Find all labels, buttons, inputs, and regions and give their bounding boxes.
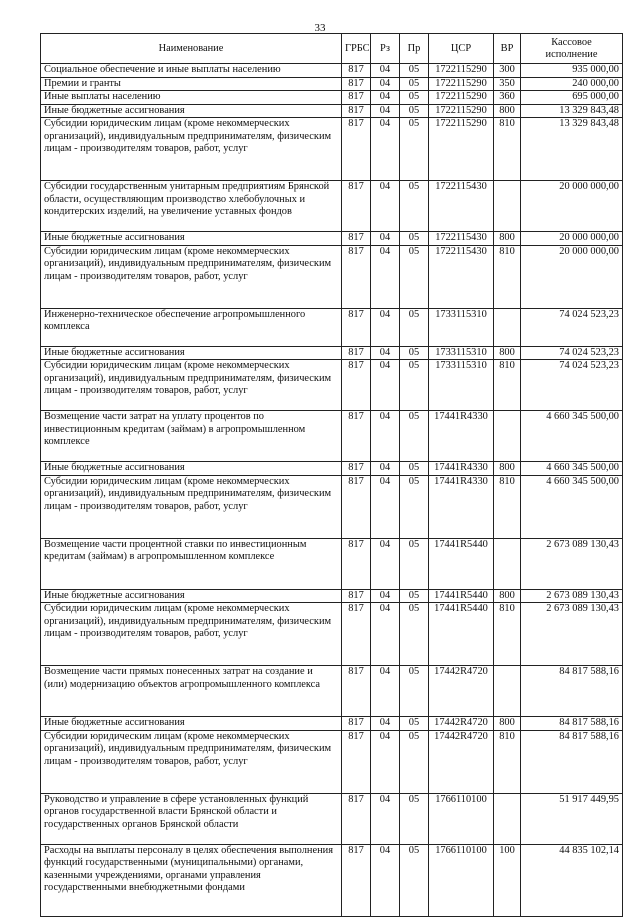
cell-pr: 05 (400, 730, 429, 793)
cell-pr: 05 (400, 411, 429, 462)
cell-csr: 17441R4330 (429, 475, 494, 538)
cell-csr: 17441R4330 (429, 411, 494, 462)
cell-csr: 1722115290 (429, 91, 494, 105)
col-header-amount: Кассовое исполнение (521, 34, 623, 64)
cell-rz: 04 (371, 717, 400, 731)
cell-grbs: 817 (342, 538, 371, 589)
cell-vr: 800 (494, 104, 521, 118)
cell-csr: 1722115430 (429, 181, 494, 232)
cell-amount: 4 660 345 500,00 (521, 475, 623, 538)
table-row (41, 360, 623, 411)
cell-csr: 1766110100 (429, 793, 494, 844)
cell-csr: 1733115310 (429, 346, 494, 360)
cell-vr (494, 411, 521, 462)
cell-vr: 300 (494, 64, 521, 78)
table-row (41, 666, 623, 717)
cell-grbs: 817 (342, 245, 371, 308)
cell-vr: 800 (494, 346, 521, 360)
cell-pr: 05 (400, 666, 429, 717)
cell-amount: 2 673 089 130,43 (521, 603, 623, 666)
cell-grbs: 817 (342, 793, 371, 844)
cell-grbs: 817 (342, 411, 371, 462)
table-row (41, 308, 623, 346)
cell-amount: 13 329 843,48 (521, 104, 623, 118)
cell-pr: 05 (400, 118, 429, 181)
cell-pr: 05 (400, 232, 429, 246)
cell-name: Субсидии юридическим лицам (кроме некоммерческих организаций), индивидуальным предпринимателям, физическим лицам - производителям товаров, работ, услуг (41, 475, 342, 538)
cell-grbs: 817 (342, 603, 371, 666)
cell-grbs: 817 (342, 844, 371, 916)
table-row (41, 411, 623, 462)
cell-csr: 1722115290 (429, 118, 494, 181)
cell-name: Иные бюджетные ассигнования (41, 462, 342, 476)
table-row (41, 730, 623, 793)
cell-rz: 04 (371, 411, 400, 462)
budget-table (40, 33, 623, 917)
cell-amount: 2 673 089 130,43 (521, 538, 623, 589)
cell-csr: 1766110100 (429, 844, 494, 916)
cell-amount: 20 000 000,00 (521, 181, 623, 232)
cell-name: Возмещение части процентной ставки по инвестиционным кредитам (займам) в агропромышленном комплексе (41, 538, 342, 589)
cell-grbs: 817 (342, 118, 371, 181)
cell-vr: 810 (494, 475, 521, 538)
cell-grbs: 817 (342, 589, 371, 603)
cell-rz: 04 (371, 360, 400, 411)
cell-pr: 05 (400, 91, 429, 105)
cell-pr: 05 (400, 346, 429, 360)
cell-grbs: 817 (342, 232, 371, 246)
cell-vr: 100 (494, 844, 521, 916)
cell-rz: 04 (371, 666, 400, 717)
cell-amount: 20 000 000,00 (521, 232, 623, 246)
cell-vr: 800 (494, 717, 521, 731)
cell-grbs: 817 (342, 308, 371, 346)
table-row (41, 104, 623, 118)
cell-vr (494, 793, 521, 844)
cell-rz: 04 (371, 603, 400, 666)
cell-csr: 17441R5440 (429, 589, 494, 603)
cell-grbs: 817 (342, 475, 371, 538)
cell-grbs: 817 (342, 91, 371, 105)
cell-amount: 2 673 089 130,43 (521, 589, 623, 603)
cell-rz: 04 (371, 308, 400, 346)
table-row (41, 717, 623, 731)
cell-rz: 04 (371, 589, 400, 603)
cell-rz: 04 (371, 346, 400, 360)
cell-vr (494, 666, 521, 717)
table-row (41, 462, 623, 476)
cell-name: Руководство и управление в сфере установленных функций органов государственной власти Брянской области и государственных органов Брянской области (41, 793, 342, 844)
cell-vr: 810 (494, 360, 521, 411)
cell-grbs: 817 (342, 462, 371, 476)
cell-rz: 04 (371, 844, 400, 916)
cell-rz: 04 (371, 118, 400, 181)
header-row (41, 34, 623, 64)
col-header-vr: ВР (494, 34, 521, 64)
table-row (41, 475, 623, 538)
col-header-rz: Рз (371, 34, 400, 64)
cell-rz: 04 (371, 181, 400, 232)
cell-rz: 04 (371, 245, 400, 308)
cell-csr: 1733115310 (429, 308, 494, 346)
cell-amount: 4 660 345 500,00 (521, 411, 623, 462)
cell-pr: 05 (400, 475, 429, 538)
cell-pr: 05 (400, 603, 429, 666)
cell-vr: 350 (494, 77, 521, 91)
cell-pr: 05 (400, 245, 429, 308)
table-row (41, 589, 623, 603)
cell-name: Возмещение части прямых понесенных затрат на создание и (или) модернизацию объектов агропромышленного комплекса (41, 666, 342, 717)
cell-grbs: 817 (342, 77, 371, 91)
cell-csr: 1722115290 (429, 64, 494, 78)
table-row (41, 181, 623, 232)
cell-name: Иные бюджетные ассигнования (41, 589, 342, 603)
cell-amount: 84 817 588,16 (521, 730, 623, 793)
col-header-pr: Пр (400, 34, 429, 64)
cell-pr: 05 (400, 308, 429, 346)
cell-name: Премии и гранты (41, 77, 342, 91)
cell-amount: 84 817 588,16 (521, 717, 623, 731)
cell-csr: 17441R5440 (429, 538, 494, 589)
cell-pr: 05 (400, 793, 429, 844)
cell-name: Расходы на выплаты персоналу в целях обеспечения выполнения функций государственными (муниципальными) органами, казенными учреждениями, органами управления государственными внебюджетными фондами (41, 844, 342, 916)
table-row (41, 91, 623, 105)
cell-rz: 04 (371, 462, 400, 476)
cell-rz: 04 (371, 91, 400, 105)
cell-pr: 05 (400, 589, 429, 603)
cell-name: Иные бюджетные ассигнования (41, 717, 342, 731)
cell-vr (494, 308, 521, 346)
cell-csr: 1722115290 (429, 77, 494, 91)
cell-csr: 1733115310 (429, 360, 494, 411)
cell-pr: 05 (400, 717, 429, 731)
table-row (41, 118, 623, 181)
cell-rz: 04 (371, 730, 400, 793)
cell-csr: 17441R4330 (429, 462, 494, 476)
table-row (41, 603, 623, 666)
cell-name: Иные выплаты населению (41, 91, 342, 105)
col-header-name: Наименование (41, 34, 342, 64)
cell-vr: 810 (494, 118, 521, 181)
cell-name: Субсидии юридическим лицам (кроме некоммерческих организаций), индивидуальным предпринимателям, физическим лицам - производителям товаров, работ, услуг (41, 360, 342, 411)
table-row (41, 793, 623, 844)
cell-amount: 935 000,00 (521, 64, 623, 78)
cell-name: Возмещение части затрат на уплату процентов по инвестиционным кредитам (займам) в агропромышленном комплексе (41, 411, 342, 462)
table-row (41, 77, 623, 91)
cell-csr: 1722115430 (429, 245, 494, 308)
cell-csr: 17442R4720 (429, 717, 494, 731)
cell-rz: 04 (371, 104, 400, 118)
cell-amount: 51 917 449,95 (521, 793, 623, 844)
cell-amount: 74 024 523,23 (521, 346, 623, 360)
cell-rz: 04 (371, 232, 400, 246)
cell-grbs: 817 (342, 104, 371, 118)
cell-amount: 44 835 102,14 (521, 844, 623, 916)
cell-name: Иные бюджетные ассигнования (41, 232, 342, 246)
cell-amount: 74 024 523,23 (521, 308, 623, 346)
cell-pr: 05 (400, 77, 429, 91)
cell-vr: 810 (494, 245, 521, 308)
cell-csr: 17442R4720 (429, 730, 494, 793)
cell-amount: 4 660 345 500,00 (521, 462, 623, 476)
cell-name: Субсидии юридическим лицам (кроме некоммерческих организаций), индивидуальным предпринимателям, физическим лицам - производителям товаров, работ, услуг (41, 730, 342, 793)
table-row (41, 64, 623, 78)
cell-csr: 1722115430 (429, 232, 494, 246)
table-row (41, 844, 623, 916)
cell-rz: 04 (371, 475, 400, 538)
cell-name: Инженерно-техническое обеспечение агропромышленного комплекса (41, 308, 342, 346)
cell-name: Субсидии юридическим лицам (кроме некоммерческих организаций), индивидуальным предпринимателям, физическим лицам - производителям товаров, работ, услуг (41, 118, 342, 181)
cell-vr: 800 (494, 232, 521, 246)
cell-csr: 17441R5440 (429, 603, 494, 666)
cell-amount: 240 000,00 (521, 77, 623, 91)
cell-rz: 04 (371, 538, 400, 589)
cell-pr: 05 (400, 462, 429, 476)
cell-vr (494, 181, 521, 232)
cell-pr: 05 (400, 360, 429, 411)
cell-vr (494, 538, 521, 589)
page-number: 33 (314, 22, 326, 34)
cell-vr: 810 (494, 730, 521, 793)
cell-name: Субсидии юридическим лицам (кроме некоммерческих организаций), индивидуальным предпринимателям, физическим лицам - производителям товаров, работ, услуг (41, 245, 342, 308)
cell-pr: 05 (400, 181, 429, 232)
cell-grbs: 817 (342, 64, 371, 78)
cell-pr: 05 (400, 104, 429, 118)
table-row (41, 346, 623, 360)
table-row (41, 538, 623, 589)
cell-name: Социальное обеспечение и иные выплаты населению (41, 64, 342, 78)
cell-amount: 84 817 588,16 (521, 666, 623, 717)
cell-name: Субсидии юридическим лицам (кроме некоммерческих организаций), индивидуальным предпринимателям, физическим лицам - производителям товаров, работ, услуг (41, 603, 342, 666)
cell-grbs: 817 (342, 717, 371, 731)
cell-name: Субсидии государственным унитарным предприятиям Брянской области, осуществляющим производство хлебобулочных и кондитерских изделий, на увеличение уставных фондов (41, 181, 342, 232)
cell-amount: 74 024 523,23 (521, 360, 623, 411)
cell-rz: 04 (371, 64, 400, 78)
col-header-grbs: ГРБС (342, 34, 371, 64)
cell-name: Иные бюджетные ассигнования (41, 104, 342, 118)
cell-grbs: 817 (342, 666, 371, 717)
cell-pr: 05 (400, 64, 429, 78)
cell-vr: 810 (494, 603, 521, 666)
cell-vr: 360 (494, 91, 521, 105)
cell-amount: 695 000,00 (521, 91, 623, 105)
cell-grbs: 817 (342, 181, 371, 232)
cell-amount: 13 329 843,48 (521, 118, 623, 181)
col-header-csr: ЦСР (429, 34, 494, 64)
cell-amount: 20 000 000,00 (521, 245, 623, 308)
cell-csr: 1722115290 (429, 104, 494, 118)
cell-grbs: 817 (342, 730, 371, 793)
cell-rz: 04 (371, 793, 400, 844)
table-row (41, 232, 623, 246)
table-row (41, 245, 623, 308)
cell-vr: 800 (494, 462, 521, 476)
cell-grbs: 817 (342, 360, 371, 411)
cell-rz: 04 (371, 77, 400, 91)
cell-vr: 800 (494, 589, 521, 603)
cell-csr: 17442R4720 (429, 666, 494, 717)
cell-name: Иные бюджетные ассигнования (41, 346, 342, 360)
cell-grbs: 817 (342, 346, 371, 360)
cell-pr: 05 (400, 538, 429, 589)
cell-pr: 05 (400, 844, 429, 916)
